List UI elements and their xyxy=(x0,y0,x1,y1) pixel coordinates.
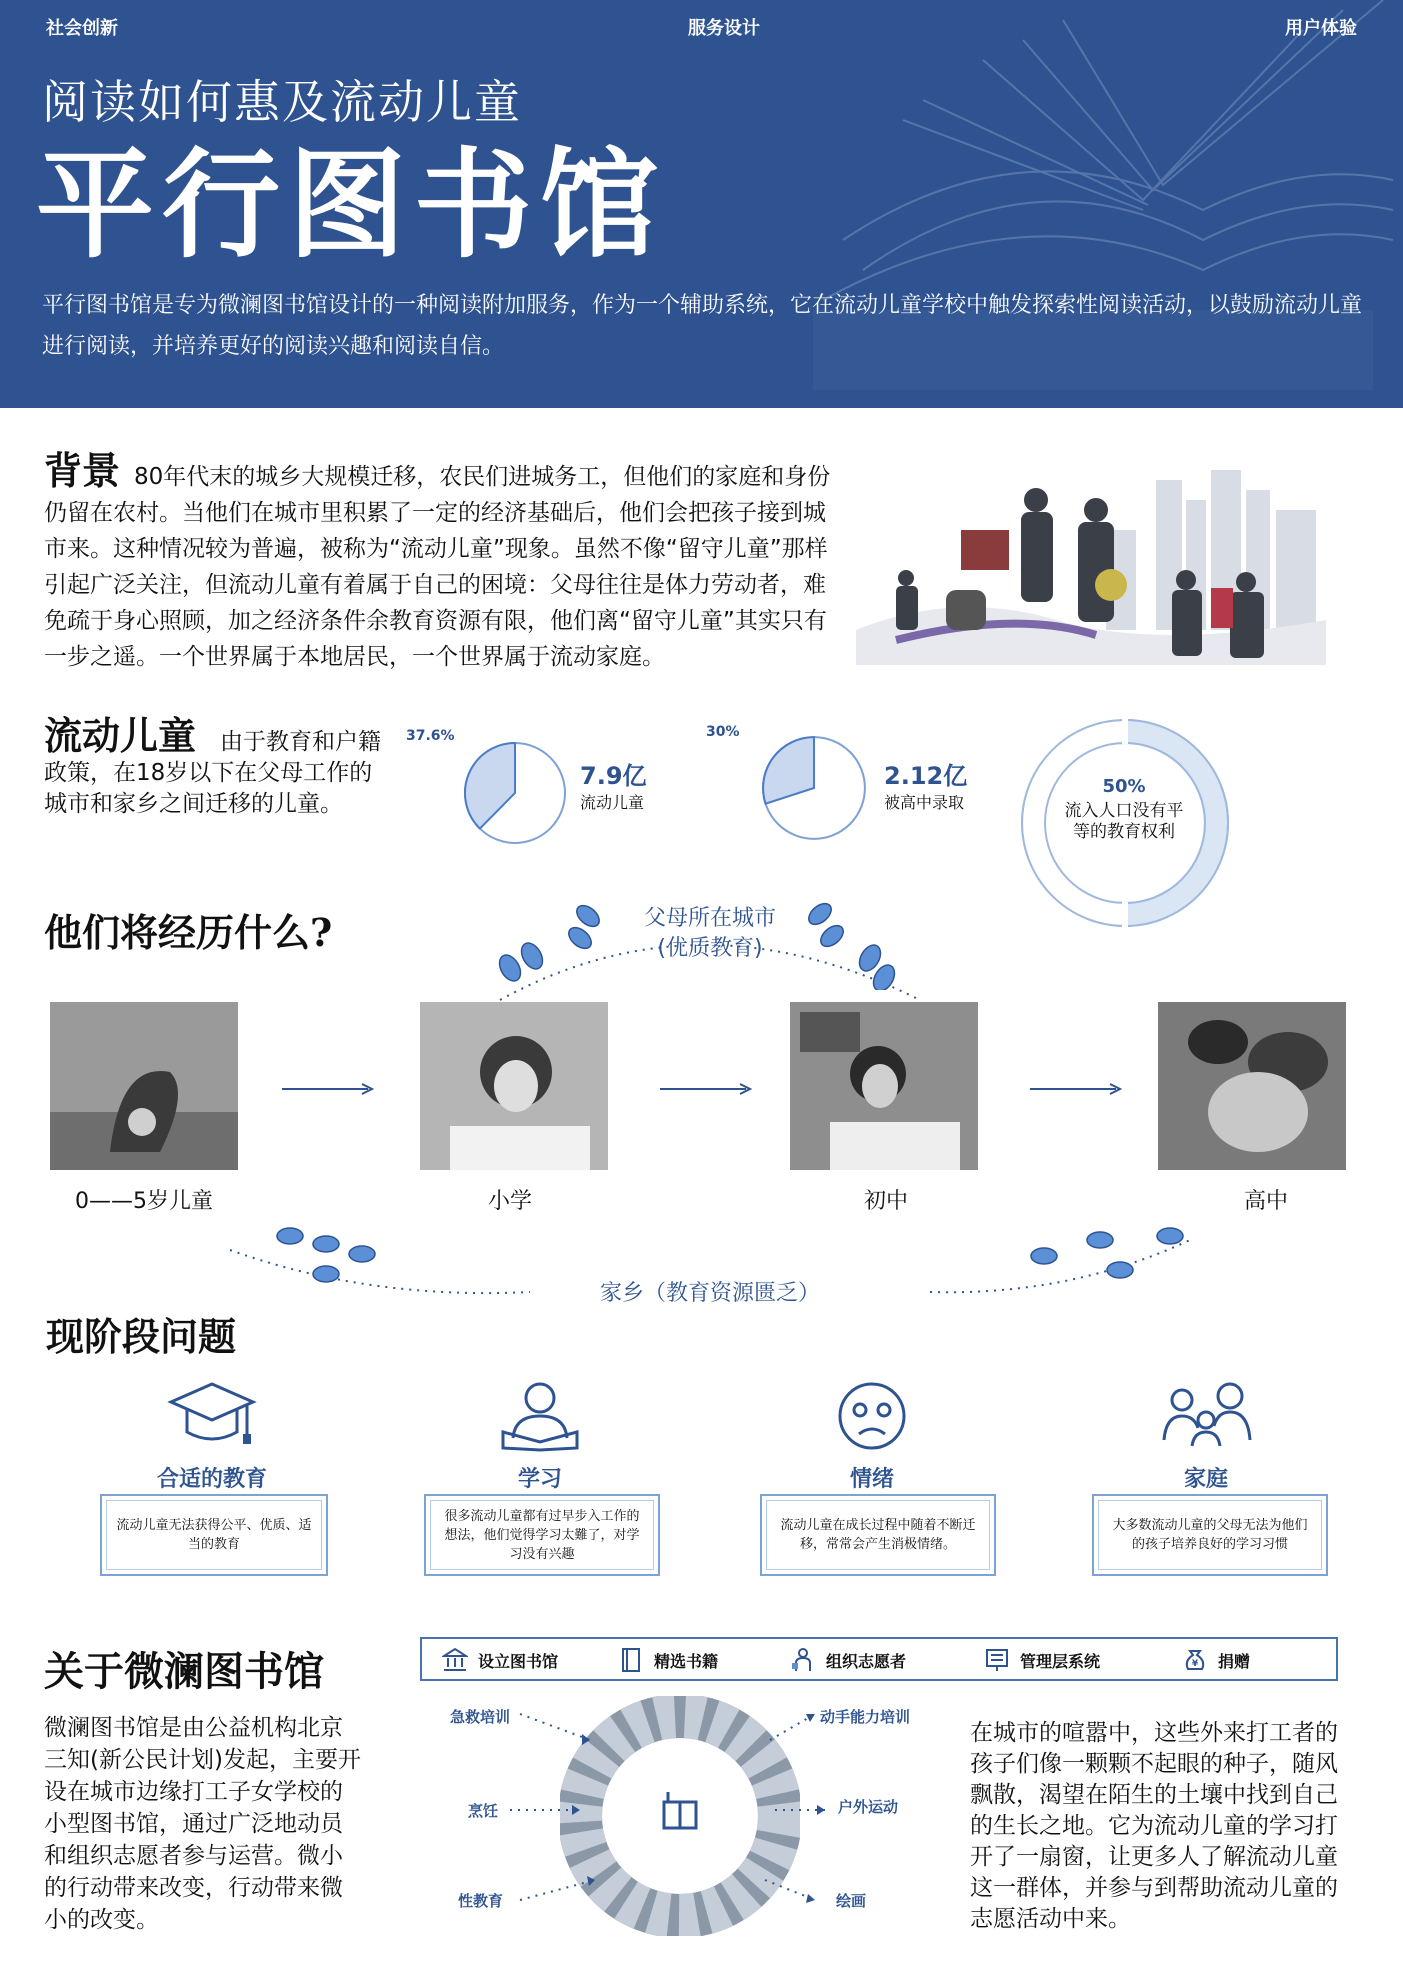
stat-number: 7.9亿 xyxy=(580,762,647,790)
donation-icon xyxy=(1182,1647,1208,1673)
ring-description: 流入人口没有平等的教育权利 xyxy=(1064,801,1184,842)
problem-name: 家庭 xyxy=(1183,1467,1228,1492)
hero-banner xyxy=(0,0,1403,408)
migrant-children-section xyxy=(44,713,384,820)
stat-high-school-number xyxy=(884,756,1024,816)
migrant-family-photo xyxy=(856,470,1326,665)
category-service-design: 服务设计 xyxy=(688,18,760,39)
reading-person-icon xyxy=(495,1380,585,1452)
service-books xyxy=(618,1647,718,1673)
page-subtitle: 阅读如何惠及流动儿童 xyxy=(42,75,522,129)
volunteer-icon xyxy=(790,1647,816,1673)
stat-migrant-number xyxy=(580,756,720,816)
footprints-home-left-icon xyxy=(270,1222,400,1302)
stage-label-middle: 初中 xyxy=(863,1189,908,1214)
stat-number: 2.12亿 xyxy=(884,762,968,790)
library-icon xyxy=(442,1647,468,1673)
journey-heading: 他们将经历什么? xyxy=(44,910,333,955)
stat-percent-label: 37.6% xyxy=(406,728,455,744)
svg-text:¥: ¥ xyxy=(1191,1659,1199,1669)
pie-chart-migrant xyxy=(460,738,570,848)
service-label: 捐赠 xyxy=(1218,1651,1251,1671)
activity-hands-on: 动手能力培训 xyxy=(820,1708,911,1726)
problem-desc-emotion: 流动儿童在成长过程中随着不断迁移，常常会产生消极情绪。 xyxy=(760,1494,996,1576)
activity-drawing: 绘画 xyxy=(836,1892,867,1910)
city-label-line1: 父母所在城市 xyxy=(643,906,776,931)
problem-name: 学习 xyxy=(517,1467,562,1492)
service-library xyxy=(442,1647,558,1673)
problem-name: 情绪 xyxy=(849,1467,894,1492)
city-label-line2: (优质教育) xyxy=(657,936,763,961)
stat-migrant-children xyxy=(404,724,604,844)
service-management xyxy=(984,1647,1100,1673)
service-label: 精选书籍 xyxy=(654,1651,719,1671)
stage-label-high: 高中 xyxy=(1243,1189,1288,1214)
management-icon xyxy=(984,1647,1010,1673)
arrow-right-icon xyxy=(282,1082,374,1096)
migrant-children-definition: 由于教育和户籍政策，在18岁以下在父母工作的城市和家乡之间迁移的儿童。 xyxy=(44,729,382,817)
problem-family xyxy=(1086,1380,1326,1493)
stage-label-primary: 小学 xyxy=(487,1189,532,1214)
family-icon xyxy=(1158,1380,1254,1452)
stat-label: 流动儿童 xyxy=(580,793,645,812)
problems-heading: 现阶段问题 xyxy=(46,1314,237,1359)
activity-sex-education: 性教育 xyxy=(458,1892,504,1910)
about-closing-text: 在城市的喧嚣中，这些外来打工者的孩子们像一颗颗不起眼的种子，随风飘散，渴望在陌生的土壤中找到自己的生长之地。它为流动儿童的学习打开了一扇窗，让更多人了解流动儿童这一群体，并参与到帮助流动儿童的志愿活动中来。 xyxy=(970,1720,1338,1932)
services-bar xyxy=(420,1637,1338,1681)
ring-percent: 50% xyxy=(1102,776,1146,797)
problem-emotion xyxy=(752,1380,992,1493)
service-label: 管理层系统 xyxy=(1020,1651,1101,1671)
stage-photo-middle xyxy=(790,1002,978,1170)
pie-chart-high-school xyxy=(758,732,870,844)
migrant-children-heading: 流动儿童 xyxy=(44,713,197,758)
stat-percent-label: 30% xyxy=(706,724,740,740)
service-donation xyxy=(1182,1647,1250,1673)
problem-education xyxy=(92,1380,332,1493)
stage-photo-toddler xyxy=(50,1002,238,1170)
page-title: 平行图书馆 xyxy=(36,135,667,274)
background-section xyxy=(44,448,834,675)
stage-photo-primary xyxy=(420,1002,608,1170)
about-heading: 关于微澜图书馆 xyxy=(44,1648,324,1695)
stat-label: 被高中录取 xyxy=(884,793,965,812)
problem-name: 合适的教育 xyxy=(156,1467,267,1492)
footprints-home-right-icon xyxy=(1020,1222,1200,1302)
home-label: 家乡（教育资源匮乏） xyxy=(599,1281,820,1306)
footprints-city-icon xyxy=(480,900,900,990)
background-heading: 背景 xyxy=(44,448,121,493)
arrow-right-icon xyxy=(1030,1082,1122,1096)
stat-high-school xyxy=(706,722,906,842)
graduation-cap-icon xyxy=(167,1380,257,1452)
problem-desc-learning: 很多流动儿童都有过早步入工作的想法，他们觉得学习太難了，对学习没有兴趣 xyxy=(424,1494,660,1576)
about-text: 微澜图书馆是由公益机构北京三知(新公民计划)发起，主要开设在城市边缘打工子女学校的小型图书馆，通过广泛地动员和组织志愿者参与运营。微小的行动带来改变，行动带来微小的改变。 xyxy=(44,1715,361,1933)
top-category-bar xyxy=(46,14,1357,40)
intro-paragraph: 平行图书馆是专为微澜图书馆设计的一种阅读附加服务，作为一个辅助系统，它在流动儿童学校中触发探索性阅读活动，以鼓励流动儿童进行阅读，并培养更好的阅读兴趣和阅读自信。 xyxy=(42,293,1363,359)
service-label: 组织志愿者 xyxy=(826,1651,907,1671)
problem-learning xyxy=(420,1380,660,1493)
category-social-innovation: 社会创新 xyxy=(46,18,118,39)
category-user-experience: 用户体验 xyxy=(1285,18,1357,39)
book-icon xyxy=(618,1647,644,1673)
service-volunteers xyxy=(790,1647,906,1673)
activity-outdoor: 户外运动 xyxy=(838,1798,899,1816)
ring-chart-label xyxy=(1064,776,1184,843)
arrow-right-icon xyxy=(660,1082,752,1096)
stage-photo-high xyxy=(1158,1002,1346,1170)
sad-face-icon xyxy=(827,1380,917,1452)
problem-desc-education: 流动儿童无法获得公平、优质、适当的教育 xyxy=(100,1494,328,1576)
service-label: 设立图书馆 xyxy=(478,1651,559,1671)
activity-first-aid: 急救培训 xyxy=(450,1708,511,1726)
problem-desc-family: 大多数流动儿童的父母无法为他们的孩子培养良好的学习习惯 xyxy=(1092,1494,1328,1576)
activity-cooking: 烹饪 xyxy=(468,1802,499,1820)
stage-label-toddler: 0——5岁儿童 xyxy=(75,1189,213,1214)
background-text: 80年代末的城乡大规模迁移，农民们进城务工，但他们的家庭和身份仍留在农村。当他们在城市里积累了一定的经济基础后，他们会把孩子接到城市来。这种情况较为普遍，被称为“流动儿童”现象。虽然不像“留守儿童”那样引起广泛关注，但流动儿童有着属于自己的困境：父母往往是体力劳动者，难免疏于身心照顾，加之经济条件余教育资源有限，他们离“留守儿童”其实只有一步之遥。一个世界属于本地居民，一个世界属于流动家庭。 xyxy=(44,464,831,670)
